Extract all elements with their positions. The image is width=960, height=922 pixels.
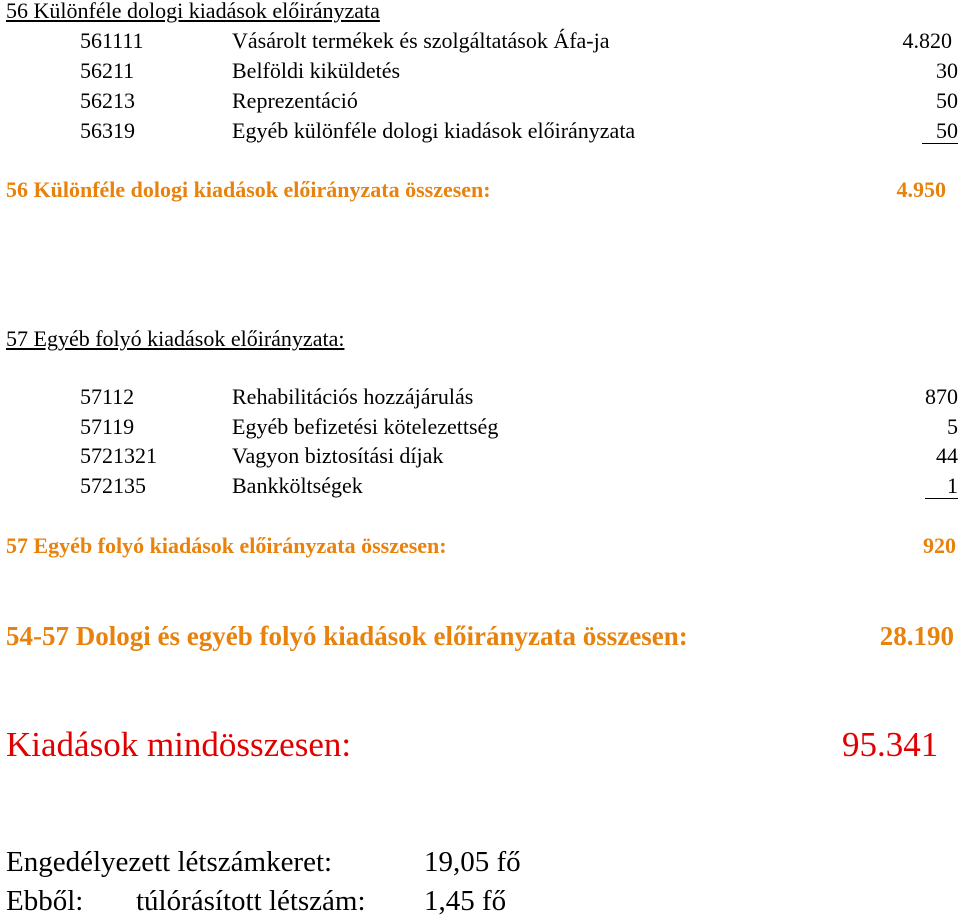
- grand5457-amount: 28.190: [879, 621, 954, 651]
- row-amount: 30: [936, 58, 958, 83]
- row-desc: Rehabilitációs hozzájárulás: [232, 384, 474, 409]
- staff-approved-label: Engedélyezett létszámkeret:: [6, 846, 333, 878]
- row-amount: 870: [925, 384, 958, 409]
- row-code: 572135: [80, 473, 146, 498]
- row-desc: Reprezentáció: [232, 88, 358, 113]
- amount-underline: 1: [925, 474, 958, 499]
- row-code: 56211: [80, 58, 135, 83]
- row-desc: Belföldi kiküldetés: [232, 58, 401, 83]
- section57-total-label: 57 Egyéb folyó kiadások előirányzata összesen:: [6, 533, 447, 558]
- section56-total-label: 56 Különféle dologi kiadások előirányzata összesen:: [6, 177, 491, 202]
- row-amount: 44: [936, 443, 958, 468]
- row-code: 57112: [80, 384, 135, 409]
- row-desc: Vagyon biztosítási díjak: [232, 443, 444, 468]
- row-code: 56213: [80, 88, 135, 113]
- row-code: 5721321: [80, 443, 157, 468]
- row-amount: 50: [936, 88, 958, 113]
- row-amount-underlined: [922, 118, 958, 144]
- staff-approved-value: 19,05 fő: [424, 846, 521, 878]
- section56-heading: 56 Különféle dologi kiadások előirányzata: [6, 0, 380, 23]
- expenses-total-label: Kiadások mindösszesen:: [6, 725, 352, 764]
- row-desc: Bankköltségek: [232, 473, 363, 498]
- row-desc: Egyéb befizetési kötelezettség: [232, 414, 499, 439]
- amount-underline: 50: [922, 119, 958, 144]
- staff-of-which-label: Ebből:: [6, 885, 84, 917]
- section57-heading: 57 Egyéb folyó kiadások előirányzata:: [6, 326, 345, 351]
- row-desc: Egyéb különféle dologi kiadások előirányzata: [232, 118, 636, 143]
- section57-total-amount: 920: [923, 533, 956, 558]
- staff-overtime-value: 1,45 fő: [424, 885, 507, 917]
- row-amount-underlined: [925, 473, 958, 499]
- row-code: 561111: [80, 28, 144, 53]
- row-amount: 5: [947, 414, 958, 439]
- section56-total-amount: 4.950: [896, 177, 946, 202]
- row-code: 56319: [80, 118, 135, 143]
- expenses-total-amount: 95.341: [842, 725, 939, 764]
- grand5457-label: 54-57 Dologi és egyéb folyó kiadások előirányzata összesen:: [6, 621, 688, 651]
- staff-overtime-label: túlórásított létszám:: [136, 885, 366, 917]
- row-amount: 4.820: [902, 28, 952, 53]
- row-desc: Vásárolt termékek és szolgáltatások Áfa-ja: [232, 28, 610, 53]
- row-code: 57119: [80, 414, 135, 439]
